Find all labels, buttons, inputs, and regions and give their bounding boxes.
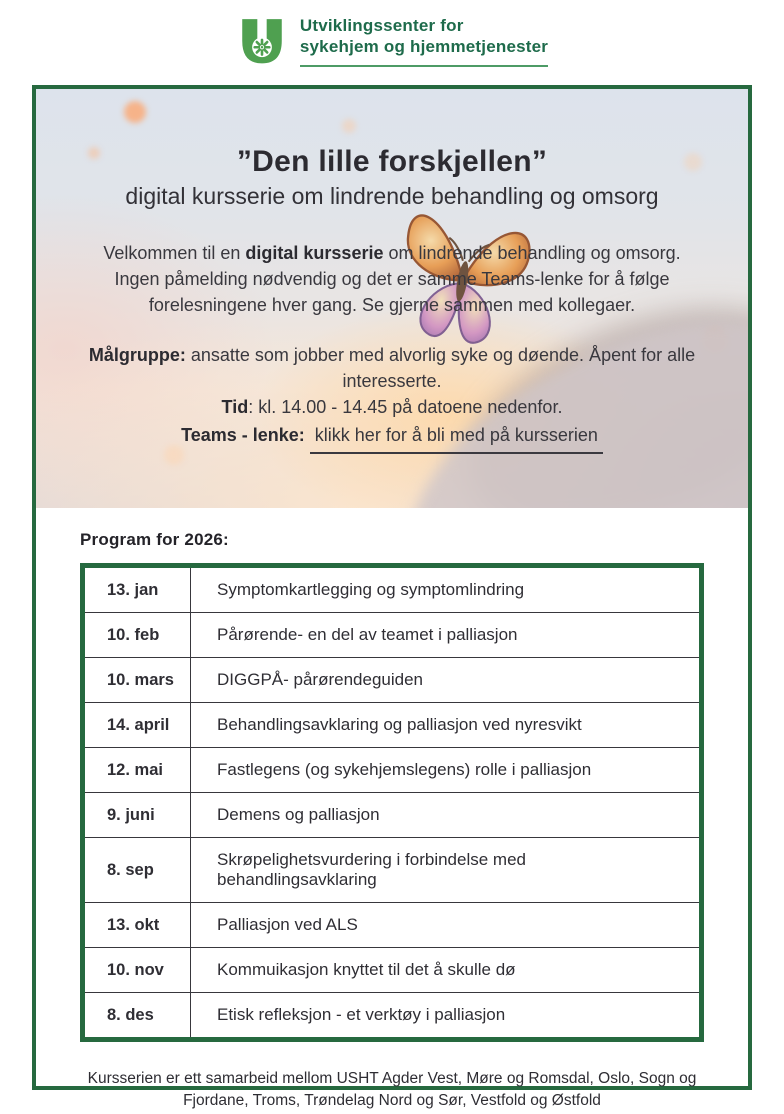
org-logo: [0, 0, 784, 67]
course-topic: Pårørende- en del av teamet i palliasjon: [191, 613, 702, 658]
course-topic: Fastlegens (og sykehjemslegens) rolle i palliasjon: [191, 748, 702, 793]
course-topic: Etisk refleksjon - et verktøy i palliasjon: [191, 993, 702, 1040]
teams-label: Teams - lenke:: [181, 425, 305, 445]
org-name-line1: Utviklingssenter for: [299, 16, 464, 35]
course-date: 13. okt: [83, 903, 191, 948]
course-topic: Palliasjon ved ALS: [191, 903, 702, 948]
table-row: [83, 658, 702, 703]
time-line: [76, 394, 708, 420]
course-date: 12. mai: [83, 748, 191, 793]
table-row: [83, 613, 702, 658]
table-row: [83, 748, 702, 793]
course-topic: Behandlingsavklaring og palliasjon ved nyresvikt: [191, 703, 702, 748]
course-title: ”Den lille forskjellen”: [236, 145, 548, 178]
time-text: : kl. 14.00 - 14.45 på datoene nedenfor.: [248, 397, 563, 417]
program-section: [36, 530, 748, 1112]
usht-u-starburst-icon: [236, 15, 288, 67]
course-topic: Kommuikasjon knyttet til det å skulle dø: [191, 948, 702, 993]
flyer-frame: [32, 85, 752, 1109]
course-topic: Demens og palliasjon: [191, 793, 702, 838]
course-date: 10. nov: [83, 948, 191, 993]
course-meta: [76, 342, 708, 454]
table-row: [83, 838, 702, 903]
course-date: 10. feb: [83, 613, 191, 658]
course-topic: Symptomkartlegging og symptomlindring: [191, 566, 702, 613]
audience-label: Målgruppe:: [88, 345, 186, 365]
hero-content: [36, 89, 748, 454]
org-name: [300, 15, 548, 67]
table-row: [83, 993, 702, 1040]
intro-bold: digital kursserie: [245, 243, 384, 263]
program-heading: Program for 2026:: [80, 530, 229, 549]
course-date: 13. jan: [83, 566, 191, 613]
org-name-line2: sykehjem og hjemmetjenester: [299, 37, 549, 57]
audience-text: ansatte som jobber med alvorlig syke og døende. Åpent for alle interesserte.: [185, 345, 696, 391]
course-topic: Skrøpelighetsvurdering i forbindelse med behandlingsavklaring: [191, 838, 702, 903]
course-date: 9. juni: [83, 793, 191, 838]
collaboration-note: Kursserien er ett samarbeid mellom USHT Agder Vest, Møre og Romsdal, Oslo, Sogn og Fjordane, Troms, Trøndelag Nord og Sør, Vestfold og Østfold: [87, 1070, 697, 1109]
table-row: [83, 903, 702, 948]
audience-line: [76, 342, 708, 394]
course-date: 14. april: [83, 703, 191, 748]
table-row: [83, 948, 702, 993]
intro-paragraph: [85, 240, 699, 318]
table-row: [83, 703, 702, 748]
hero-photo: [36, 89, 748, 508]
teams-line: [76, 422, 708, 454]
course-date: 8. des: [83, 993, 191, 1040]
intro-pre: Velkommen til en: [103, 243, 246, 263]
course-topic: DIGGPÅ- pårørendeguiden: [191, 658, 702, 703]
course-date: 10. mars: [83, 658, 191, 703]
course-date: 8. sep: [83, 838, 191, 903]
course-subtitle: digital kursserie om lindrende behandling og omsorg: [125, 183, 659, 209]
table-row: [83, 566, 702, 613]
intro-post: om lindrende behandling og omsorg. Ingen påmelding nødvendig og det er samme Teams-lenke for å følge forelesningene hver gang. Se gjerne sammen med kollegaer.: [114, 243, 681, 315]
table-row: [83, 793, 702, 838]
program-table: [80, 563, 704, 1042]
teams-join-link[interactable]: klikk her for å bli med på kursserien: [310, 422, 603, 454]
program-table-body: [83, 566, 702, 1040]
time-label: Tid: [221, 397, 249, 417]
